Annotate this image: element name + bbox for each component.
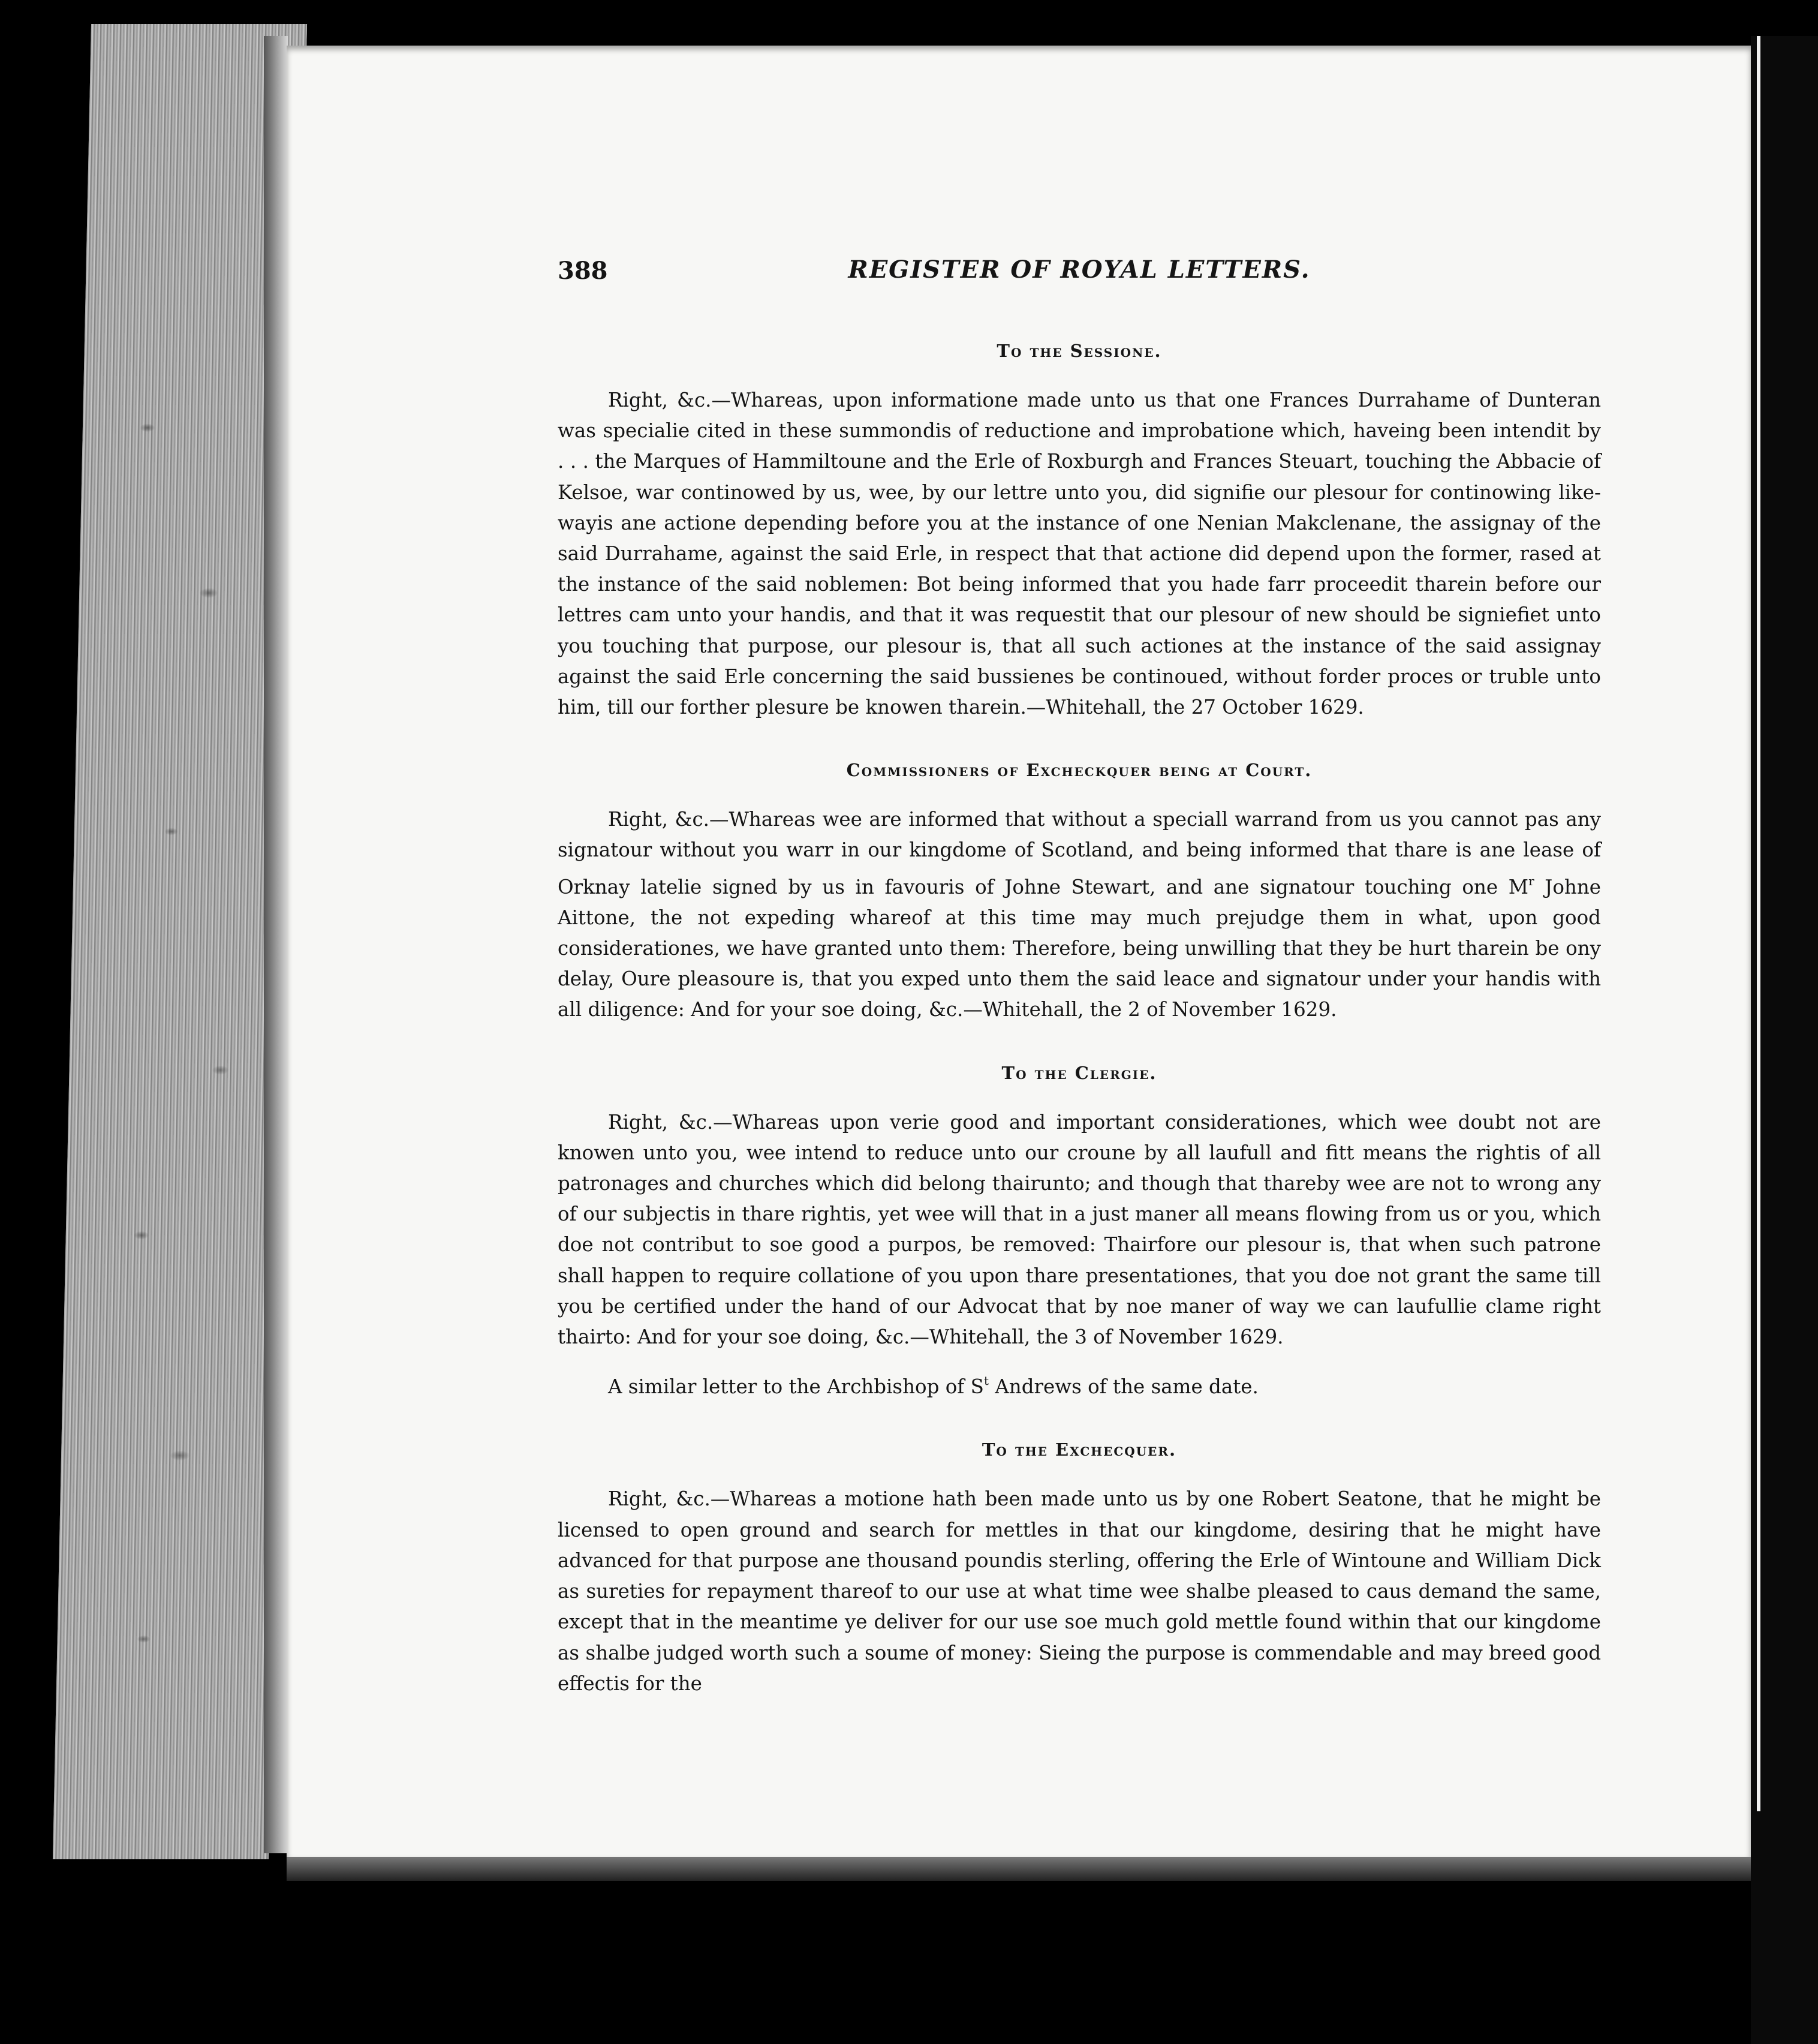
page-bottom-edge <box>287 1857 1751 1881</box>
section-heading-sessione: To the Sessione. <box>997 341 1162 361</box>
superscript-r: r <box>1528 873 1534 888</box>
running-title: REGISTER OF ROYAL LETTERS. <box>848 256 1311 284</box>
right-page-edge <box>1751 36 1818 2044</box>
similar-letter-note <box>558 1366 1601 1402</box>
superscript-t: t <box>983 1373 989 1388</box>
section-heading-clergie: To the Clergie. <box>1001 1062 1157 1083</box>
letter-text-part: Johne Aittone, the not expeding whareof at this time may much prejudge them in what, upon good considerationes, we have granted unto them: Therefore, being unwilling that they be hurt tharein be ony delay, Oure pleasoure is, that you exped unto them the said leace and signatour under your handis with all diligence: And for your soe doing, &c.—Whitehall, the 2 of November 1629. <box>558 875 1601 1021</box>
section-heading-exchecquer: To the Exchecquer. <box>982 1439 1177 1460</box>
page-number: 388 <box>558 257 608 285</box>
gutter-shadow <box>264 36 288 1853</box>
note-text-part: Andrews of the same date. <box>988 1375 1259 1399</box>
note-text-part: A similar letter to the Archbishop of S <box>608 1375 984 1399</box>
letter-to-sessione: Right, &c.—Whareas, upon informatione made unto us that one Frances Durrahame of Dunteran was specialie cited in these summondis of reductione and improbatione which, haveing been intendit by . . . the Marques of Hammiltoune and the Erle of Roxburgh and Frances Steuart, touching the Abbacie of Kelsoe, war continowed by us, wee, by our lettre unto you, did signifie our plesour for continowing like-wayis ane actione depending before you at the instance of one Nenian Makclenane, the assignay of the said Durrahame, against the said Erle, in respect that that actione did depend upon the former, rased at the instance of the said noblemen: Bot being informed that you hade farr proceedit tharein before our lettres cam unto your handis, and that it was requestit that our plesour of new should be signiefiet unto you touching that purpose, our plesour is, that all such actiones at the instance of the said assignay against the said Erle concerning the said bussienes be continoued, without forder proces or truble unto him, till our forther plesure be knowen tharein.—Whitehall, the 27 October 1629. <box>558 389 1601 719</box>
letter-to-commissioners <box>558 804 1601 1025</box>
section-heading-commissioners: Commissioners of Excheckquer being at Court. <box>846 760 1313 781</box>
letter-to-clergie: Right, &c.—Whareas upon verie good and important considerationes, which wee doubt not are knowen unto you, wee intend to reduce unto our croune by all laufull and fitt means the rightis of all patronages and churches which did belong thairunto; and though that thareby wee are not to wrong any of our subjectis in thare rightis, yet wee will that in a just maner all means flowing from us or you, which doe not contribut to soe good a purpos, be removed: Thairfore our plesour is, that when such patrone shall happen to require collatione of you upon thare presentationes, that you doe not grant the same till you be certified under the hand of our Advocat that by noe maner of way we can laufullie clame right thairto: And for your soe doing, &c.—Whitehall, the 3 of November 1629. <box>558 1110 1601 1349</box>
running-head <box>558 252 1601 294</box>
letter-to-exchecquer: Right, &c.—Whareas a motione hath been made unto us by one Robert Seatone, that he might be licensed to open ground and search for mettles in that our kingdome, desiring that he might have advanced for that purpose ane thousand poundis sterling, offering the Erle of Wintoune and William Dick as sureties for repayment thareof to our use at what time wee shalbe pleased to caus demand the same, except that in the meantime ye deliver for our use soe much gold mettle found within that our kingdome as shalbe judged worth such a soume of money: Sieing the purpose is commendable and may breed good effectis for the <box>558 1487 1601 1695</box>
page-text-block <box>558 252 1601 1699</box>
letter-text-part: Right, &c.—Whareas wee are informed that without a speciall warrand from us you cannot pas any signatour without you warr in our kingdome of Scotland, and being informed that thare is ane lease of Orknay latelie signed by us in favouris of Johne Stewart, and ane signatour touching one M <box>558 808 1601 898</box>
